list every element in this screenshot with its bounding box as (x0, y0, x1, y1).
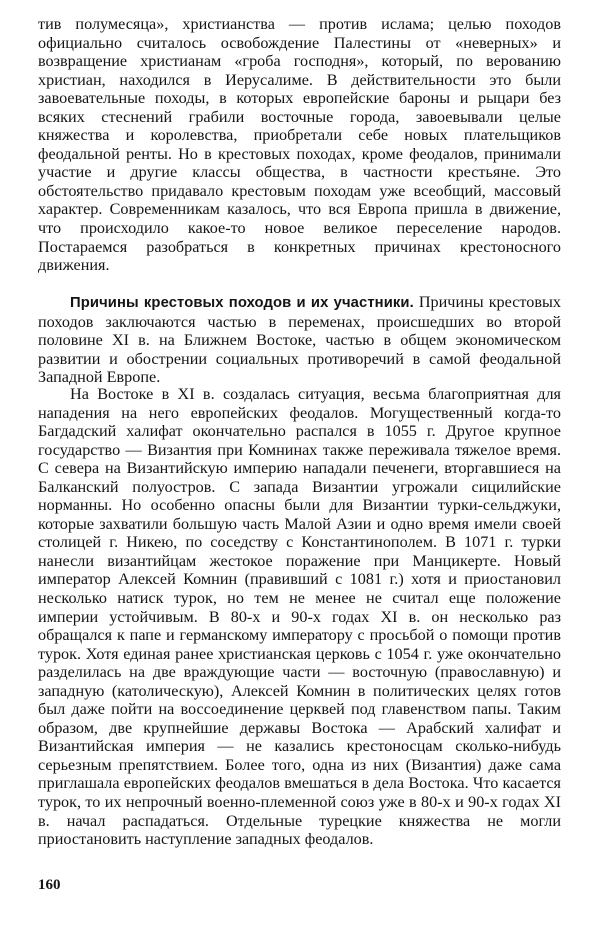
paragraph-1-text: тив полумесяца», христианства — против ислама; целью походов официально считалось освобождение Палестины от «неверных» и возвращение христианам «гроба господня», который, по верованию христиан, находился в Иерусалиме. В действительности это были завоевательные походы, в которых европейские бароны и рыцари без всяких стеснений грабили восточные города, завоевывали целые княжества и королевства, приобретали себе новых плательщиков феодальной ренты. Но в крестовых походах, кроме феодалов, принимали участие и другие классы общества, в частности крестьяне. Это обстоятельство придавало крестовым походам уже всеобщий, массовый характер. Современникам казалось, что вся Европа пришла в движение, что происходило какое-то новое великое переселение народов. Постараемся разобраться в конкретных причинах крестоносного движения. (38, 15, 561, 275)
paragraph-1 (38, 15, 561, 275)
paragraph-3 (38, 385, 561, 849)
paragraph-2-text (38, 293, 561, 387)
section-heading: Причины крестовых походов и их участники. (70, 295, 414, 311)
paragraph-2-body: Причины крестовых походов заключаются частью в переменах, происшедших во второй половине XI в. на Ближнем Востоке, частью в общем экономическом развитии и обострении социальных противоречий в самой феодальной Западной Европе. (38, 293, 561, 387)
paragraph-2 (38, 293, 561, 387)
paragraph-3-text: На Востоке в XI в. создалась ситуация, весьма благоприятная для нападения на него европейских феодалов. Могущественный когда-то Багдадский халифат окончательно распался в 1055 г. Другое крупное государство — Византия при Комнинах также переживала тяжелое время. С севера на Византийскую империю нападали печенеги, вторгавшиеся на Балканский полуостров. С запада Византии угрожали сицилийские норманны. Но особенно опасны были для Византии турки-сельджуки, которые захватили большую часть Малой Азии и одно время имели своей столицей г. Никею, по соседству с Константинополем. В 1071 г. турки нанесли византийцам жестокое поражение при Манцикерте. Новый император Алексей Комнин (правивший с 1081 г.) хотя и приостановил несколько натиск турок, но тем не менее не считал еще положение империи устойчивым. В 80-х и 90-х годах XI в. он несколько раз обращался к папе и германскому императору с просьбой о помощи против турок. Хотя единая ранее христианская церковь с 1054 г. уже окончательно разделилась на две враждующие части — восточную (православную) и западную (католическую), Алексей Комнин в политических целях готов был даже пойти на воссоединение церквей под главенством папы. Таким образом, две крупнейшие державы Востока — Арабский халифат и Византийская империя — не казались крестоносцам сколько-нибудь серьезным препятствием. Более того, одна из них (Византия) даже сама приглашала европейских феодалов вмешаться в дела Востока. Что касается турок, то их непрочный военно-племенной союз уже в 80-х и 90-х годах XI в. начал распадаться. Отдельные турецкие княжества не могли приостановить наступление западных феодалов. (38, 385, 561, 849)
page-number: 160 (38, 877, 61, 893)
